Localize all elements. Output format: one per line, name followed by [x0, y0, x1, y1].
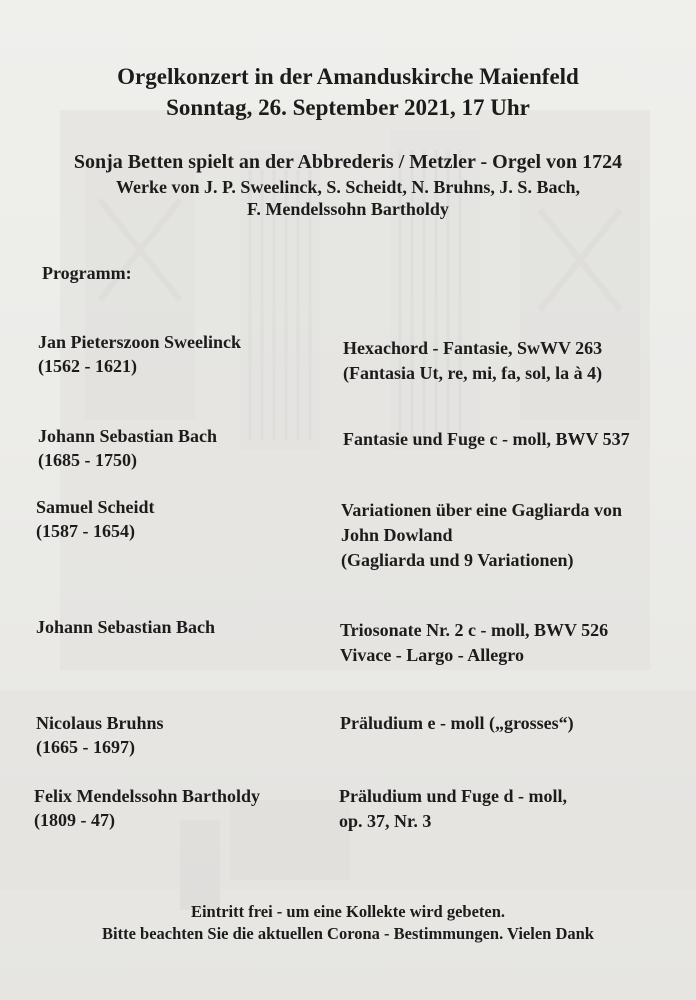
composer-name: Jan Pieterszoon Sweelinck — [38, 332, 241, 352]
program-item-work — [340, 618, 608, 668]
composer-name: Felix Mendelssohn Bartholdy — [34, 786, 261, 806]
program-item-work — [343, 336, 602, 386]
work-subtitle: Vivace - Largo - Allegro — [340, 645, 524, 665]
program-item-composer — [38, 330, 241, 378]
work-subtitle: op. 37, Nr. 3 — [339, 811, 432, 831]
work-title: Variationen über eine Gagliarda von — [341, 500, 623, 520]
work-subtitle: John Dowland — [341, 525, 453, 545]
work-title: Triosonate Nr. 2 c - moll, BWV 526 — [340, 620, 609, 640]
program-item-composer — [36, 711, 164, 759]
program-heading: Programm: — [42, 263, 132, 283]
work-title: Hexachord - Fantasie, SwWV 263 — [343, 338, 603, 358]
program-item-work — [339, 784, 567, 834]
program-item-composer — [38, 424, 217, 472]
composer-dates: (1809 - 47) — [34, 810, 115, 830]
composer-name: Samuel Scheidt — [36, 497, 155, 517]
work-title: Präludium und Fuge d - moll, — [339, 786, 568, 806]
program-item-composer — [34, 784, 260, 832]
program-item-composer — [36, 495, 155, 543]
program-item-work — [343, 427, 630, 452]
work-title: Fantasie und Fuge c - moll, BWV 537 — [343, 429, 630, 449]
work-title: Präludium e - moll („grosses“) — [340, 713, 574, 733]
composer-dates: (1587 - 1654) — [36, 521, 135, 541]
composer-name: Johann Sebastian Bach — [38, 426, 218, 446]
composer-name: Johann Sebastian Bach — [36, 617, 216, 637]
work-subtitle: (Fantasia Ut, re, mi, fa, sol, la à 4) — [343, 363, 603, 383]
footer-notice: Bitte beachten Sie die aktuellen Corona - Bestimmungen. Vielen Dank — [102, 924, 594, 943]
composer-dates: (1685 - 1750) — [38, 450, 137, 470]
composer-dates: (1665 - 1697) — [36, 737, 135, 757]
program-item-work — [341, 498, 622, 573]
works-by-line-2: F. Mendelssohn Bartholdy — [247, 199, 449, 219]
works-by-line: Werke von J. P. Sweelinck, S. Scheidt, N. Bruhns, J. S. Bach, — [116, 177, 580, 197]
performer-line: Sonja Betten spielt an der Abbrederis / Metzler - Orgel von 1724 — [73, 151, 623, 173]
composer-name: Nicolaus Bruhns — [36, 713, 164, 733]
concert-date: Sonntag, 26. September 2021, 17 Uhr — [166, 95, 530, 120]
footer-admission: Eintritt frei - um eine Kollekte wird gebeten. — [190, 902, 506, 921]
concert-title: Orgelkonzert in der Amanduskirche Maienfeld — [117, 64, 579, 89]
program-item-composer — [36, 615, 215, 639]
work-subtitle: (Gagliarda und 9 Variationen) — [341, 550, 574, 570]
program-item-work — [340, 711, 574, 736]
composer-dates: (1562 - 1621) — [38, 356, 137, 376]
